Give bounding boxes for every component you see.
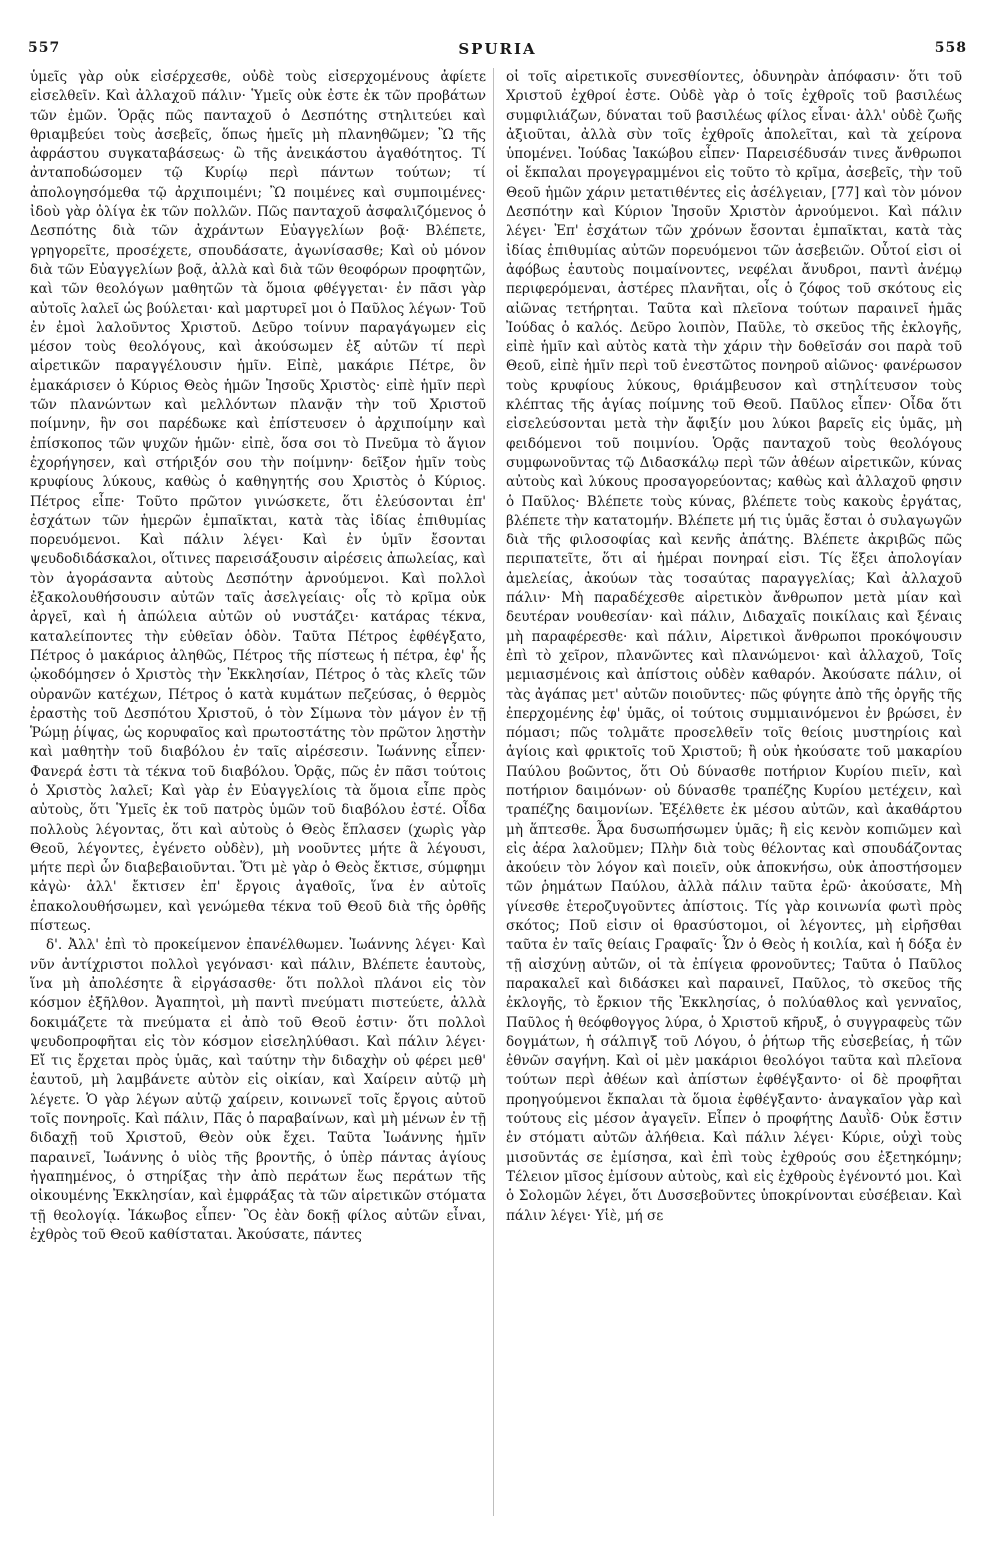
running-title: SPURIA [458, 40, 537, 58]
left-column [30, 68, 486, 1524]
paragraph: δ'. Ἀλλ' ἐπὶ τὸ προκείμενον ἐπανέλθωμεν. Ἰωάννης λέγει· Καὶ νῦν ἀντίχριστοι πολλοὶ γεγόνασι· καὶ πάλιν, Βλέπετε ἑαυτοὺς, ἵνα μὴ ἀπολέσητε ἃ εἰργάσασθε· ὅτι πολλοὶ πλάνοι εἰς τὸν κόσμον ἐξῆλθον. Ἀγαπητοὶ, μὴ παντὶ πνεύματι πιστεύετε, ἀλλὰ δοκιμάζετε τὰ πνεύματα εἰ ἀπὸ τοῦ Θεοῦ ἐστιν· ὅτι πολλοὶ ψευδοπροφῆται εἰς τὸν κόσμον εἰσεληλύθασι. Καὶ πάλιν λέγει· Εἴ τις ἔρχεται πρὸς ὑμᾶς, καὶ ταύτην τὴν διδαχὴν οὐ φέρει μεθ' ἑαυτοῦ, μὴ λαμβάνετε αὐτὸν εἰς οἰκίαν, καὶ Χαίρειν αὐτῷ μὴ λέγετε. Ὁ γὰρ λέγων αὐτῷ χαίρειν, κοινωνεῖ τοῖς ἔργοις αὐτοῦ τοῖς πονηροῖς. Καὶ πάλιν, Πᾶς ὁ παραβαίνων, καὶ μὴ μένων ἐν τῇ διδαχῇ τοῦ Χριστοῦ, Θεὸν οὐκ ἔχει. Ταῦτα Ἰωάννης ἡμῖν παραινεῖ, Ἰωάννης ὁ υἱὸς τῆς βροντῆς, ὁ ὑπὲρ πάντας ἁγίους ἠγαπημένος, ὁ στηρίξας τὴν ἀπὸ περάτων ἕως περάτων τῆς οἰκουμένης Ἐκκλησίαν, καὶ ἐμφράξας τὰ τῶν αἱρετικῶν στόματα τῇ θεολογίᾳ. Ἰάκωβος εἶπεν· Ὃς ἐὰν δοκῇ φίλος αὐτῶν εἶναι, ἐχθρὸς τοῦ Θεοῦ καθίσταται. Ἀκούσατε, πάντες [30, 937, 486, 1243]
right-column [506, 68, 962, 1524]
running-header [28, 40, 967, 66]
paragraph: οἱ τοῖς αἱρετικοῖς συνεσθίοντες, ὀδυνηρὰν ἀπόφασιν· ὅτι τοῦ Χριστοῦ ἐχθροί ἐστε. Οὐδὲ γὰρ ὁ τοῖς ἐχθροῖς τοῦ βασιλέως συμφιλιάζων, δύναται τοῦ βασιλέως φίλος εἶναι· ἀλλ' οὐδὲ ζωῆς ἀξιοῦται, ἀλλὰ σὺν τοῖς ἐχθροῖς ἀπολεῖται, καὶ τὰ χείρονα ὑπομένει. Ἰούδας Ἰακώβου εἶπεν· Παρεισέδυσάν τινες ἄνθρωποι οἱ ἔκπαλαι προγεγραμμένοι εἰς τοῦτο τὸ κρῖμα, ἀσεβεῖς, τὴν τοῦ Θεοῦ ἡμῶν χάριν μετατιθέντες εἰς ἀσέλγειαν, [77] καὶ τὸν μόνον Δεσπότην καὶ Κύριον Ἰησοῦν Χριστὸν ἀρνούμενοι. Καὶ πάλιν λέγει· Ἐπ' ἐσχάτων τῶν χρόνων ἔσονται ἐμπαῖκται, κατὰ τὰς ἰδίας ἐπιθυμίας αὐτῶν πορευόμενοι τῶν ἀσεβειῶν. Οὗτοί εἰσι οἱ ἀφόβως ἑαυτοὺς ποιμαίνοντες, νεφέλαι ἄνυδροι, παντὶ ἀνέμῳ περιφερόμεναι, ἀστέρες πλανῆται, οἷς ὁ ζόφος τοῦ σκότους εἰς αἰῶνας τετήρηται. Ταῦτα καὶ πλεῖονα τούτων παραινεῖ ἡμᾶς Ἰούδας ὁ καλός. Δεῦρο λοιπὸν, Παῦλε, τὸ σκεῦος τῆς ἐκλογῆς, εἰπὲ ἡμῖν καὶ αὐτὸς κατὰ τὴν χάριν τὴν δοθεῖσάν σοι παρὰ τοῦ Θεοῦ, εἰπὲ ἡμῖν περὶ τοῦ ἐνεστῶτος πονηροῦ αἰῶνος· φανέρωσον τοὺς κρυφίους λύκους, θριάμβευσον καὶ στηλίτευσον τοὺς κλέπτας τῆς ἁγίας ποίμνης τοῦ Θεοῦ. Παῦλος εἶπεν· Οἶδα ὅτι εἰσελεύσονται μετὰ τὴν ἄφιξίν μου λύκοι βαρεῖς εἰς ὑμᾶς, μὴ φειδόμενοι τοῦ ποιμνίου. Ὁρᾷς πανταχοῦ τοὺς θεολόγους συμφωνοῦντας τῷ Διδασκάλῳ περὶ τῶν ἀθέων αἱρετικῶν, κύνας αὐτοὺς καὶ λύκους προσαγορεύοντας; καθὼς καὶ ἀλλαχοῦ φησιν ὁ Παῦλος· Βλέπετε τοὺς κύνας, βλέπετε τοὺς κακοὺς ἐργάτας, βλέπετε τὴν κατατομήν. Βλέπετε μή τις ὑμᾶς ἔσται ὁ συλαγωγῶν διὰ τῆς φιλοσοφίας καὶ κενῆς ἀπάτης. Βλέπετε ἀκριβῶς πῶς περιπατεῖτε, ὅτι αἱ ἡμέραι πονηραί εἰσι. Τίς ἕξει ἀπολογίαν ἀμελείας, ἀκούων τὰς τοσαύτας παραγγελίας; Καὶ ἀλλαχοῦ πάλιν· Μὴ παραδέχεσθε αἱρετικὸν ἄνθρωπον μετὰ μίαν καὶ δευτέραν νουθεσίαν· καὶ πάλιν, Διδαχαῖς ποικίλαις καὶ ξέναις μὴ παραφέρεσθε· καὶ πάλιν, Αἱρετικοὶ ἄνθρωποι προκόψουσιν ἐπὶ τὸ χεῖρον, πλανῶντες καὶ πλανώμενοι· καὶ ἀλλαχοῦ, Τοῖς μεμιασμένοις καὶ ἀπίστοις οὐδὲν καθαρόν. Ἀκούσατε πάλιν, οἱ τὰς ἀγάπας μετ' αὐτῶν ποιοῦντες· πῶς φύγητε ἀπὸ τῆς ὀργῆς τῆς ἐπερχομένης ἐφ' ὑμᾶς, οἱ τούτοις συμμιαινόμενοι ἐν βρώσει, ἐν πόμασι; πῶς τολμᾶτε προσελθεῖν τοῖς θείοις μυστηρίοις καὶ ἁγίοις καὶ φρικτοῖς τοῦ Χριστοῦ; ἢ οὐκ ἠκούσατε τοῦ μακαρίου Παύλου βοῶντος, ὅτι Οὐ δύνασθε ποτήριον Κυρίου πιεῖν, καὶ ποτήριον δαιμόνων· οὐ δύνασθε τραπέζης Κυρίου μετέχειν, καὶ τραπέζης δαιμονίων. Ἐξέλθετε ἐκ μέσου αὐτῶν, καὶ ἀκαθάρτου μὴ ἅπτεσθε. Ἆρα δυσωπήσωμεν ὑμᾶς; ἢ εἰς κενὸν κοπιῶμεν καὶ εἰς ἀέρα λαλοῦμεν; Πλὴν διὰ τοὺς θέλοντας καὶ σπουδάζοντας ἀκούειν τὸν λόγον καὶ ποιεῖν, οὐκ ἀποκνήσω, οὐκ ἀποστήσομεν τῶν ῥημάτων Παύλου, ἀλλὰ πάλιν ταῦτα ἐρῶ· ἀκούσατε, Μὴ γίνεσθε ἑτεροζυγοῦντες ἀπίστοις. Τίς γὰρ κοινωνία φωτὶ πρὸς σκότος; Ποῦ εἰσιν οἱ θρασύστομοι, οἱ λέγοντες, μὴ εἰρῆσθαι ταῦτα ἐν ταῖς θείαις Γραφαῖς· Ὧν ὁ Θεὸς ἡ κοιλία, καὶ ἡ δόξα ἐν τῇ αἰσχύνῃ αὐτῶν, οἱ τὰ ἐπίγεια φρονοῦντες; Ταῦτα ὁ Παῦλος παρακαλεῖ καὶ διδάσκει καὶ παραινεῖ, Παῦλος, τὸ σκεῦος τῆς ἐκλογῆς, τὸ ἔρκιον τῆς Ἐκκλησίας, ὁ πολύαθλος καὶ γενναῖος, Παῦλος ἡ θεόφθογγος λύρα, ὁ Χριστοῦ κῆρυξ, ὁ συγγραφεὺς τῶν δογμάτων, ἡ σάλπιγξ τοῦ Λόγου, ὁ ῥήτωρ τῆς εὐσεβείας, ἡ τῶν ἐθνῶν σαγήνη. Καὶ οἱ μὲν μακάριοι θεολόγοι ταῦτα καὶ πλεῖονα τούτων περὶ ἀθέων καὶ ἀπίστων ἐφθέγξαντο· οἱ δὲ προφῆται προηγούμενοι ἔκπαλαι τὰ ὅμοια ἐφθέγξαντο· ἀναγκαῖον γὰρ καὶ τούτους εἰς μέσον ἀγαγεῖν. Εἶπεν ὁ προφήτης Δαυῒδ· Οὐκ ἔστιν ἐν στόματι αὐτῶν ἀλήθεια. Καὶ πάλιν λέγει· Κύριε, οὐχὶ τοὺς μισοῦντάς σε ἐμίσησα, καὶ ἐπὶ τοὺς ἐχθρούς σου ἐξετηκόμην; Τέλειον μῖσος ἐμίσουν αὐτοὺς, καὶ εἰς ἐχθροὺς ἐγένοντό μοι. Καὶ ὁ Σολομῶν λέγει, ὅτι Δυσσεβοῦντες ὑποκρίνονται εὐσέβειαν. Καὶ πάλιν λέγει· Υἱὲ, μή σε [506, 69, 962, 1224]
page-number-right: 558 [934, 40, 967, 56]
page-number-left: 557 [28, 40, 61, 56]
paragraph: ὑμεῖς γὰρ οὐκ εἰσέρχεσθε, οὐδὲ τοὺς εἰσερχομένους ἀφίετε εἰσελθεῖν. Καὶ ἀλλαχοῦ πάλιν· Ὑμεῖς οὐκ ἐστε ἐκ τῶν προβάτων τῶν ἐμῶν. Ὁρᾷς πῶς πανταχοῦ ὁ Δεσπότης στηλιτεύει καὶ θριαμβεύει τοὺς ἀσεβεῖς, ὅπως ἡμεῖς μὴ πλανηθῶμεν; Ὢ τῆς ἀφράστου συγκαταβάσεως· ὢ τῆς ἀνεικάστου ἀγαθότητος. Τί ἀνταποδώσομεν τῷ Κυρίῳ περὶ πάντων τούτων; τί ἀπολογησόμεθα τῷ ἀρχιποιμένι; Ὢ ποιμένες καὶ συμποιμένες· ἰδοὺ γὰρ ὀλίγα ἐκ τῶν πολλῶν. Πῶς πανταχοῦ ἀσφαλιζόμενος ὁ Δεσπότης διὰ τῶν ἀχράντων Εὐαγγελίων βοᾷ· Βλέπετε, γρηγορεῖτε, προσέχετε, σπουδάσατε, ἀγωνίσασθε; Καὶ οὐ μόνον διὰ τῶν Εὐαγγελίων βοᾷ, ἀλλὰ καὶ διὰ τῶν θεοφόρων προφητῶν, καὶ τῶν θεολόγων μαθητῶν τὰ ὅμοια φθέγγεται· ἐν πᾶσι γὰρ αὐτοῖς λαλεῖ ὡς βούλεται· καὶ μαρτυρεῖ μοι ὁ Παῦλος λέγων· Τοῦ ἐν ἐμοὶ λαλοῦντος Χριστοῦ. Δεῦρο τοίνυν παραγάγωμεν εἰς μέσον τοὺς θεολόγους, καὶ ἀκούσωμεν ἐξ αὐτῶν τί περὶ αἱρετικῶν παραγγέλουσιν ἡμῖν. Εἰπὲ, μακάριε Πέτρε, ὃν ἐμακάρισεν ὁ Κύριος Θεὸς ἡμῶν Ἰησοῦς Χριστὸς· εἰπὲ ἡμῖν περὶ τῶν πλανώντων καὶ μελλόντων πλανᾷν τὴν τοῦ Χριστοῦ ποίμνην, ἣν σοι παρέδωκε καὶ ἐπίστευσεν ὁ ἀρχιποίμην καὶ ἐπίσκοπος τῶν ψυχῶν ἡμῶν· εἰπὲ, ὅσα σοι τὸ Πνεῦμα τὸ ἅγιον ἐχορήγησεν, καὶ στήριξόν σου τὴν ποίμνην· δεῖξον ἡμῖν τοὺς κρυφίους λύκους, καθὼς ὁ καθηγητής σου Χριστὸς ὁ Κύριος. Πέτρος εἶπε· Τοῦτο πρῶτον γινώσκετε, ὅτι ἐλεύσονται ἐπ' ἐσχάτων τῶν ἡμερῶν ἐμπαῖκται, κατὰ τὰς ἰδίας ἐπιθυμίας πορευόμενοι. Καὶ πάλιν λέγει· Καὶ ἐν ὑμῖν ἔσονται ψευδοδιδάσκαλοι, οἵτινες παρεισάξουσιν αἱρέσεις ἀπωλείας, καὶ τὸν ἀγοράσαντα αὐτοὺς Δεσπότην ἀρνούμενοι. Καὶ πολλοὶ ἐξακολουθήσουσιν αὐτῶν ταῖς ἀσελγείαις· οἷς τὸ κρῖμα οὐκ ἀργεῖ, καὶ ἡ ἀπώλεια αὐτῶν οὐ νυστάζει· κατάρας τέκνα, καταλείποντες τὴν εὐθεῖαν ὁδὸν. Ταῦτα Πέτρος ἐφθέγξατο, Πέτρος ὁ μακάριος ἀληθῶς, Πέτρος τῆς πίστεως ἡ πέτρα, ἐφ' ἧς ᾠκοδόμησεν ὁ Χριστὸς τὴν Ἐκκλησίαν, Πέτρος ὁ τὰς κλεῖς τῶν οὐρανῶν κατέχων, Πέτρος ὁ κατὰ κυμάτων πεζεύσας, ὁ θερμὸς ἐραστὴς τοῦ Δεσπότου Χριστοῦ, ὁ τὸν Σίμωνα τὸν μάγον ἐν τῇ Ῥώμῃ ῥίψας, ὡς κορυφαῖος καὶ πρωτοστάτης τὸν πρῶτον λῃστὴν καὶ μαθητὴν τοῦ διαβόλου ἐν ταῖς αἱρέσεσιν. Ἰωάννης εἶπεν· Φανερά ἐστι τὰ τέκνα τοῦ διαβόλου. Ὁρᾷς, πῶς ἐν πᾶσι τούτοις ὁ Χριστὸς λαλεῖ; Καὶ γὰρ ἐν Εὐαγγελίοις τὰ ὅμοια εἶπε πρὸς αὐτοὺς, ὅτι Ὑμεῖς ἐκ τοῦ πατρὸς ὑμῶν τοῦ διαβόλου ἐστέ. Οἶδα πολλοὺς λέγοντας, ὅτι καὶ αὐτοὺς ὁ Θεὸς ἔπλασεν (χωρὶς γὰρ Θεοῦ, λέγοντες, ἐγένετο οὐδὲν), μὴ νοοῦντες μήτε ἃ λέγουσι, μήτε περὶ ὧν διαβεβαιοῦνται. Ὅτι μὲ γὰρ ὁ Θεὸς ἔκτισε, σύμφημι κἀγὼ· ἀλλ' ἔκτισεν ἐπ' ἔργοις ἀγαθοῖς, ἵνα ἐν αὐτοῖς ἐπακολουθήσωμεν, καὶ γενώμεθα τέκνα τοῦ Θεοῦ διὰ τῆς ὀρθῆς πίστεως. [30, 69, 486, 935]
column-divider [493, 68, 494, 1516]
